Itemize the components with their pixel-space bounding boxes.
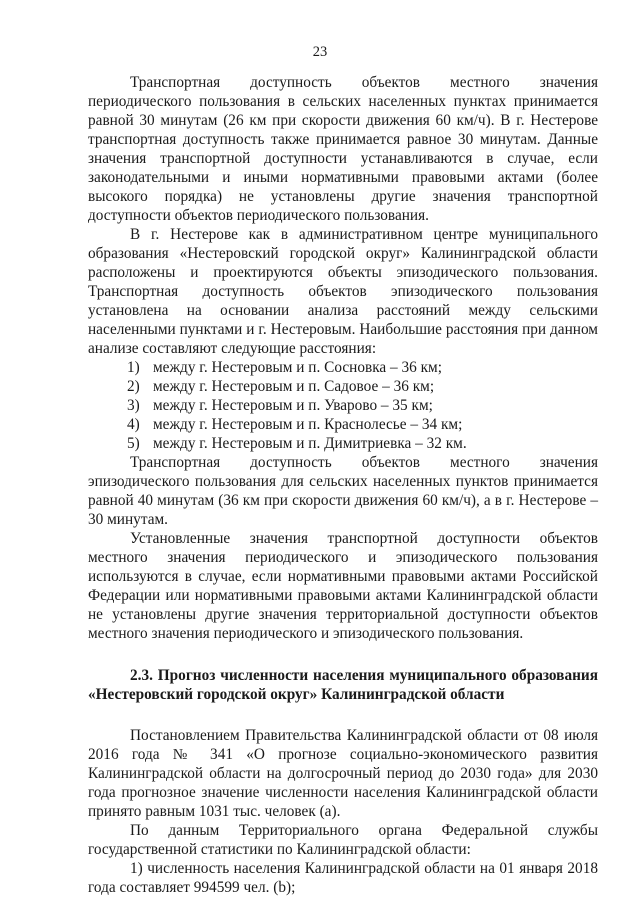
- section-heading: 2.3. Прогноз численности населения муниципального образования «Нестеровский городской округ» Калининградской области: [88, 667, 598, 703]
- paragraph-established-values: Установленные значения транспортной доступности объектов местного значения периодического и эпизодического пользования используются в случае, если нормативными правовыми актами Российской Федерации или нормативными правовыми актами Калининградской области не установлены другие значения территориальной доступности объектов местного значения периодического и эпизодического пользования.: [88, 530, 598, 642]
- list-item: 2) между г. Нестеровым и п. Садовое – 36 км;: [127, 378, 435, 395]
- distances-list: [88, 358, 598, 453]
- paragraph-government-decree: Постановлением Правительства Калининградской области от 08 июля 2016 года № 341 «О прогнозе социально-экономического развития Калининградской области на долгосрочный период до 2030 года» для 2030 года прогнозное значение численности населения Калининградской области принято равным 1031 тыс. человек (a).: [88, 727, 598, 820]
- list-item: 1) между г. Нестеровым и п. Сосновка – 36 км;: [127, 359, 442, 376]
- list-item: 4) между г. Нестеровым и п. Краснолесье – 34 км;: [127, 416, 463, 433]
- paragraph-periodic-access: Транспортная доступность объектов местного значения периодического пользования в сельских населенных пунктах принимается равной 30 минутам (26 км при скорости движения 60 км/ч). В г. Нестерове транспортная доступность также принимается равное 30 минутам. Данные значения транспортной доступности устанавливаются в случае, если законодательными и иными нормативными правовыми актами (более высокого порядка) не установлены другие значения транспортной доступности объектов периодического пользования.: [88, 74, 598, 224]
- list-item: 5) между г. Нестеровым и п. Димитриевка – 32 км.: [127, 435, 467, 452]
- paragraph-population-item-1: 1) численность населения Калининградской области на 01 января 2018 года составляет 994599 чел. (b);: [88, 860, 598, 896]
- page-number: 23: [312, 44, 328, 60]
- paragraph-statistics-intro: По данным Территориального органа Федеральной службы государственной статистики по Калининградской области:: [88, 822, 598, 858]
- paragraph-episodic-objects: В г. Нестерове как в административном центре муниципального образования «Нестеровский городской округ» Калининградской области расположены и проектируются объекты эпизодического пользования. Транспортная доступность объектов эпизодического пользования установлена на основании анализа расстояний между сельскими населенными пунктами и г. Нестеровым. Наибольшие расстояния при данном анализе составляют следующие расстояния:: [88, 226, 598, 357]
- paragraph-episodic-access: Транспортная доступность объектов местного значения эпизодического пользования для сельских населенных пунктов принимается равной 40 минутам (36 км при скорости движения 60 км/ч), а в г. Нестерове – 30 минутам.: [88, 454, 598, 528]
- list-item: 3) между г. Нестеровым и п. Уварово – 35 км;: [127, 397, 433, 414]
- body-text: [88, 73, 598, 897]
